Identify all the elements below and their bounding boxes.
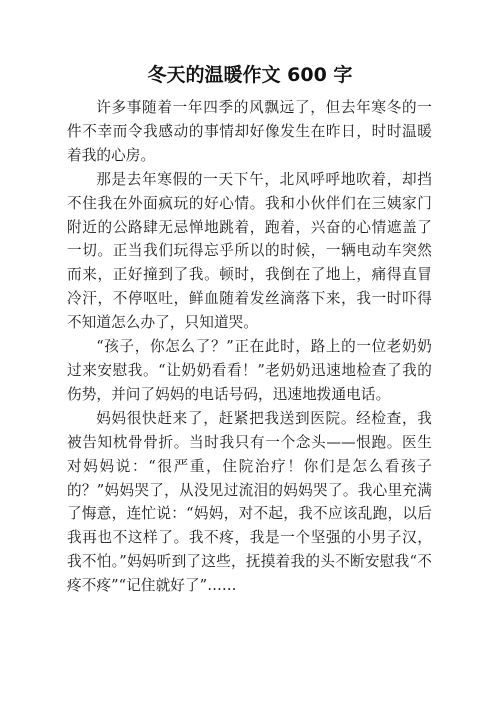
paragraph-1: 许多事随着一年四季的风飘远了，但去年寒冬的一件不幸而令我感动的事情却好像发生在昨日，时时温暖着我的心房。 <box>67 99 432 164</box>
paragraph-3: “孩子，你怎么了？”正在此时，路上的一位老奶奶过来安慰我。“让奶奶看看！”老奶奶迅速地检查了我的伤势，并问了妈妈的电话号码，迅速地拨通电话。 <box>67 338 432 403</box>
essay-body <box>67 96 432 598</box>
page-title: 冬天的温暖作文 600 字 <box>147 64 353 86</box>
paragraph-2: 那是去年寒假的一天下午，北风呼呼地吹着，却挡不住我在外面疯玩的好心情。我和小伙伴们在三姨家门附近的公路肆无忌惮地跳着，跑着，兴奋的心情遮盖了一切。正当我们玩得忘乎所以的时候，一辆电动车突然而来，正好撞到了我。顿时，我倒在了地上，痛得直冒冷汗，不停呕吐，鲜血随着发丝滴落下来，我一时吓得不知道怎么办了，只知道哭。 <box>67 170 432 332</box>
paragraph-4: 妈妈很快赶来了，赶紧把我送到医院。经检查，我被告知枕骨骨折。当时我只有一个念头——恨跑。医生对妈妈说：“很严重，住院治疗！你们是怎么看孩子的？”妈妈哭了，从没见过流泪的妈妈哭了。我心里充满了悔意，连忙说：“妈妈，对不起，我不应该乱跑，以后我再也不这样了。我不疼，我是一个坚强的小男子汉，我不怕。”妈妈听到了这些，抚摸着我的头不断安慰我“不疼不疼”“记住就好了”…… <box>67 409 432 595</box>
